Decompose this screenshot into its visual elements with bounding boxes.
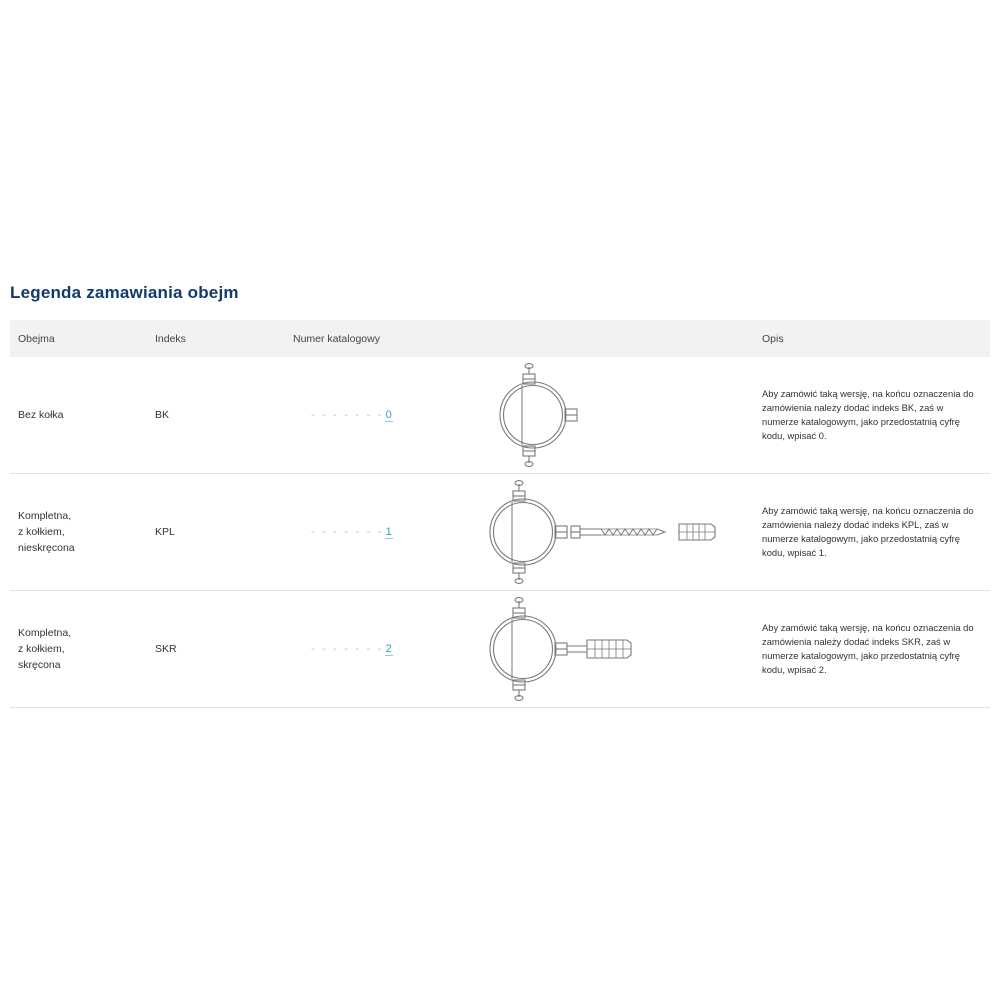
- catalogue-code-digit: 0: [385, 408, 392, 421]
- cell-figure: [465, 591, 755, 707]
- table-row: [10, 357, 990, 474]
- cell-obejma: [18, 591, 143, 707]
- catalogue-code-dashes: - - - - - - -: [311, 525, 384, 538]
- obejma-line: nieskręcona: [18, 542, 75, 555]
- catalogue-code-digit: 2: [385, 642, 392, 655]
- clamp-with-loose-bolt-and-plug-icon: [465, 474, 755, 590]
- catalogue-code: [293, 526, 393, 539]
- cell-opis: Aby zamówić taką wersję, na końcu oznaczenia do zamówienia należy dodać indeks SKR, zaś w numerze katalogowym, jako przedostatnią cyfrę kodu, wpisać 2.: [762, 621, 974, 676]
- column-header-opis: Opis: [762, 333, 784, 345]
- obejma-line: Bez kołka: [18, 408, 64, 421]
- obejma-line: Kompletna,: [18, 509, 72, 522]
- column-header-numer-katalogowy: Numer katalogowy: [293, 333, 380, 345]
- cell-indeks: BK: [155, 409, 170, 421]
- clamp-with-assembled-bolt-icon: [465, 591, 755, 707]
- cell-indeks: SKR: [155, 643, 177, 655]
- cell-indeks: KPL: [155, 526, 175, 538]
- catalogue-code-dashes: - - - - - - -: [311, 408, 384, 421]
- cell-obejma: [18, 357, 143, 473]
- page-title: Legenda zamawiania obejm: [10, 283, 239, 302]
- obejma-line: z kołkiem,: [18, 525, 65, 538]
- column-header-obejma: Obejma: [18, 333, 55, 345]
- catalogue-code: [293, 643, 393, 656]
- table-row: [10, 591, 990, 708]
- legend-table: [10, 320, 990, 708]
- clamp-only-icon: [465, 357, 755, 473]
- cell-numer-katalogowy: [293, 357, 473, 473]
- catalogue-code: [293, 409, 393, 422]
- cell-opis: Aby zamówić taką wersję, na końcu oznaczenia do zamówienia należy dodać indeks BK, zaś w numerze katalogowym, jako przedostatnią cyfrę kodu, wpisać 0.: [762, 387, 974, 442]
- obejma-line: z kołkiem,: [18, 642, 65, 655]
- cell-figure: [465, 474, 755, 590]
- table-row: [10, 474, 990, 591]
- cell-opis: Aby zamówić taką wersję, na końcu oznaczenia do zamówienia należy dodać indeks KPL, zaś w numerze katalogowym, jako przedostatnią cyfrę kodu, wpisać 1.: [762, 504, 974, 559]
- table-header-row: [10, 320, 990, 357]
- obejma-line: Kompletna,: [18, 626, 72, 639]
- cell-numer-katalogowy: [293, 474, 473, 590]
- catalogue-code-digit: 1: [385, 525, 392, 538]
- column-header-indeks: Indeks: [155, 333, 186, 345]
- cell-obejma: [18, 474, 143, 590]
- obejma-line: skręcona: [18, 659, 61, 672]
- catalogue-code-dashes: - - - - - - -: [311, 642, 384, 655]
- cell-figure: [465, 357, 755, 473]
- cell-numer-katalogowy: [293, 591, 473, 707]
